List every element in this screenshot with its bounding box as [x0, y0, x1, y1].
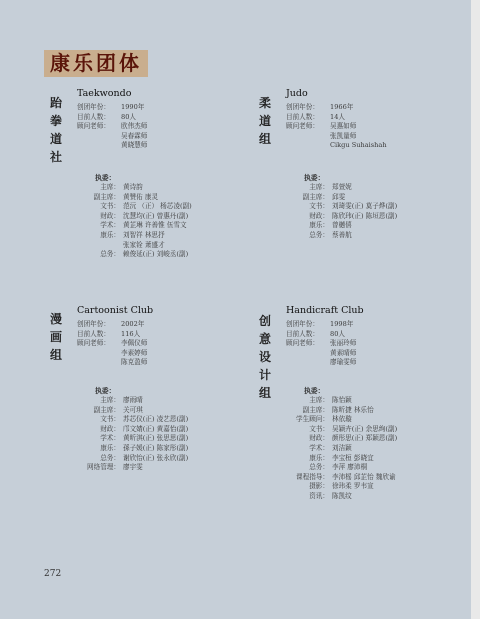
exec-names: 谢欣怡(正) 张永欣(副)	[123, 453, 189, 462]
exec-names: 黄昕淇(正) 张思思(副)	[123, 434, 189, 443]
exec-role: 文书：	[100, 415, 120, 424]
exec-names: 颜彤思(正) 郑颖恩(副)	[332, 434, 398, 443]
club-english-name: Handicraft Club	[286, 305, 364, 316]
exec-names: 曾樾僖	[332, 221, 352, 230]
info-label: 创团年份：	[286, 103, 319, 111]
exec-names: 陈凯纹	[332, 491, 352, 500]
info-value: 张丽玲师	[330, 339, 357, 348]
page-number: 272	[44, 569, 62, 579]
exec-role: 摄影：	[309, 482, 329, 491]
info-label: 顾问老师：	[286, 339, 319, 348]
info-label: 目前人数：	[286, 329, 319, 338]
exec-names: 廖宇雯	[123, 463, 143, 472]
info-label: 目前人数：	[77, 329, 110, 338]
exec-role: 康乐：	[309, 221, 329, 230]
club-vertical-name: 跆拳道社	[49, 96, 62, 164]
exec-role: 总务：	[100, 250, 120, 259]
info-label: 创团年份：	[77, 103, 110, 111]
exec-title: 执委：	[304, 174, 325, 182]
info-value: 陈克盈师	[121, 358, 148, 367]
info-value: 1998年	[330, 320, 354, 328]
exec-names: 刘智祥 林思抒	[123, 230, 165, 239]
exec-list	[70, 183, 192, 260]
exec-list	[279, 183, 397, 241]
exec-names: 关可琪	[123, 405, 143, 414]
exec-names: 赖俊延(正) 刘峻丞(副)	[123, 250, 189, 259]
exec-role: 财政：	[309, 434, 329, 443]
club-vertical-name: 创意设计组	[258, 314, 271, 400]
exec-role: 康乐：	[100, 230, 120, 239]
exec-role: 课程指导：	[296, 472, 329, 481]
exec-role: 康乐：	[309, 453, 329, 462]
info-value: 李佩仪师	[121, 339, 148, 348]
info-value: 80人	[330, 329, 345, 338]
exec-names: 李沛榣 邱芷怡 魏欣谕	[332, 472, 396, 481]
info-value: 116人	[121, 329, 141, 338]
info-value: 吴春霖师	[121, 131, 148, 140]
exec-names: 林依璇	[332, 415, 352, 424]
exec-names: 邝文婧(正) 黄嘉怡(副)	[123, 424, 189, 433]
exec-title: 执委：	[95, 174, 116, 182]
exec-role: 主席：	[309, 396, 329, 404]
exec-title: 执委：	[95, 387, 116, 395]
exec-role: 网络管理：	[87, 463, 120, 472]
club-info	[286, 103, 387, 151]
exec-role: 资讯：	[309, 491, 329, 500]
exec-role: 财政：	[100, 424, 120, 433]
exec-role: 副主席：	[302, 192, 329, 201]
exec-role: 学术：	[309, 443, 329, 452]
club-info	[286, 320, 356, 368]
info-value: 黄素晴师	[330, 348, 357, 357]
exec-names: 蔡善航	[332, 230, 352, 239]
exec-role: 学生顾问：	[296, 415, 329, 424]
club-english-name: Cartoonist Club	[77, 305, 154, 316]
exec-role: 文书：	[100, 202, 120, 211]
exec-names: 张家铨 萧盛才	[123, 240, 165, 249]
info-label: 顾问老师：	[77, 122, 110, 131]
exec-list	[62, 396, 188, 473]
exec-role: 学术：	[100, 434, 120, 443]
exec-role: 学术：	[100, 221, 120, 230]
info-value: 80人	[121, 112, 136, 121]
exec-role: 文书：	[309, 424, 329, 433]
exec-names: 邱雯	[332, 192, 346, 201]
exec-names: 刘洁颖	[332, 443, 352, 452]
exec-role: 总务：	[100, 453, 120, 462]
exec-role: 副主席：	[302, 405, 329, 414]
exec-list	[271, 396, 397, 502]
info-value: Cikgu Suhaishah	[330, 141, 387, 150]
info-value: 14人	[330, 112, 345, 121]
exec-role: 总务：	[309, 230, 329, 239]
info-value: 2002年	[121, 320, 145, 328]
info-value: 张凯量师	[330, 131, 357, 140]
exec-names: 徐玮柔 罗韦宣	[332, 482, 374, 491]
club-info	[77, 320, 147, 368]
exec-names: 陈怡颖	[332, 396, 352, 404]
exec-role: 副主席：	[93, 405, 120, 414]
exec-names: 黄芷琳 许善惟 伍雪文	[123, 221, 187, 230]
exec-role: 康乐：	[100, 443, 120, 452]
info-value: 欧伟杰师	[121, 122, 148, 131]
info-label: 目前人数：	[286, 112, 319, 121]
exec-role: 主席：	[309, 183, 329, 191]
exec-role: 文书：	[309, 202, 329, 211]
exec-names: 苏芯仪(正) 凌艺恩(副)	[123, 415, 189, 424]
exec-role: 主席：	[100, 183, 120, 191]
exec-names: 刘琦雯(正) 莫子烨(副)	[332, 202, 398, 211]
club-info	[77, 103, 147, 151]
info-value: 1966年	[330, 103, 354, 111]
page-margin	[471, 0, 480, 619]
info-label: 目前人数：	[77, 112, 110, 121]
club-vertical-name: 漫画组	[49, 312, 62, 362]
exec-names: 吴颖卉(正) 余思绚(副)	[332, 424, 398, 433]
exec-names: 李宝桓 彭晓宜	[332, 453, 374, 462]
info-label: 创团年份：	[77, 320, 110, 328]
page-title: 康乐团体	[44, 50, 148, 77]
exec-names: 李萍 廖沛桐	[332, 463, 368, 472]
info-value: 吴惠如师	[330, 122, 357, 131]
exec-names: 沈慧均(正) 曾惠丹(副)	[123, 211, 189, 220]
exec-role: 总务：	[309, 463, 329, 472]
exec-names: 黄赞佑 康灵	[123, 192, 159, 201]
exec-names: 郑萱妮	[332, 183, 352, 191]
info-value: 1990年	[121, 103, 145, 111]
info-value: 李素婷师	[121, 348, 148, 357]
exec-role: 财政：	[100, 211, 120, 220]
club-english-name: Judo	[286, 88, 308, 99]
club-english-name: Taekwondo	[77, 88, 132, 99]
club-vertical-name: 柔道组	[258, 96, 271, 146]
exec-names: 孫子媛(正) 陈家彤(副)	[123, 443, 189, 452]
exec-title: 执委：	[304, 387, 325, 395]
info-label: 创团年份：	[286, 320, 319, 328]
info-value: 黄晓慧师	[121, 141, 148, 150]
info-label: 顾问老师：	[77, 339, 110, 348]
exec-role: 副主席：	[93, 192, 120, 201]
exec-names: 廖雨晴	[123, 396, 143, 404]
exec-names: 黄诗韵	[123, 183, 143, 191]
exec-role: 主席：	[100, 396, 120, 404]
exec-role: 财政：	[309, 211, 329, 220]
exec-names: 陈昕捷 林乐怡	[332, 405, 374, 414]
exec-names: 陈欣玮(正) 陈垣恩(副)	[332, 211, 398, 220]
info-value: 廖瑜雯师	[330, 358, 357, 367]
info-label: 顾问老师：	[286, 122, 319, 131]
exec-names: 范沅 （正） 杨芯凌(副)	[123, 202, 192, 211]
